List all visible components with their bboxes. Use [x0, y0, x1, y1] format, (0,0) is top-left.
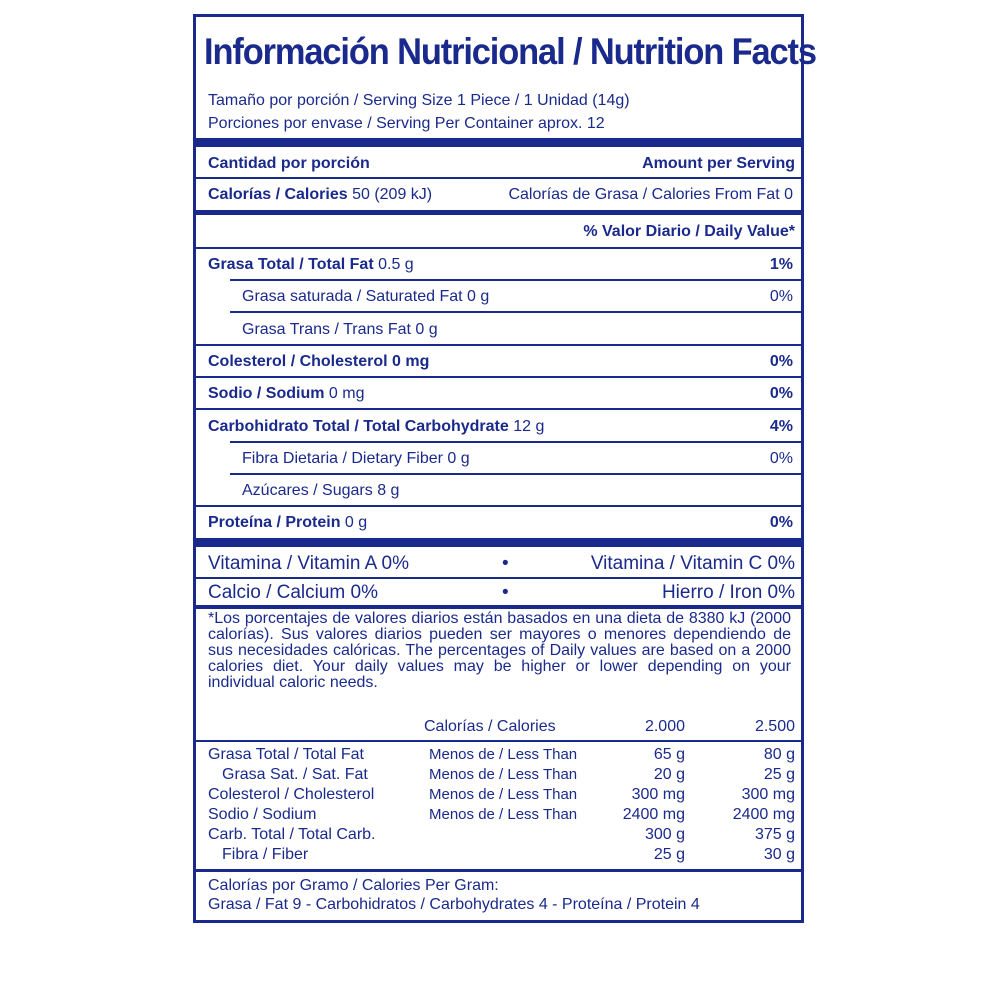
calories-per-gram-values: Grasa / Fat 9 - Carbohidratos / Carbohydrates 4 - Proteína / Protein 4	[208, 896, 700, 913]
ref-row-value-2000: 300 g	[644, 826, 685, 843]
label-title: Información Nutricional / Nutrition Facts	[204, 31, 816, 72]
divider	[196, 577, 801, 579]
nutrient-name: Azúcares / Sugars	[242, 482, 373, 500]
ref-row-value-2500: 2400 mg	[732, 806, 795, 823]
calcium: Calcio / Calcium 0%	[208, 582, 378, 603]
nutrient-label-group	[208, 353, 429, 371]
amount-header-right: Amount per Serving	[642, 155, 795, 172]
divider	[196, 177, 801, 179]
nutrient-amount: 12 g	[513, 417, 545, 435]
ref-row-value-2000: 65 g	[653, 746, 685, 763]
bullet: •	[502, 582, 509, 603]
calories-label: Calorías / Calories	[208, 186, 348, 203]
nutrient-daily-value: 1%	[769, 256, 793, 273]
ref-row-qualifier: Menos de / Less Than	[429, 766, 578, 783]
nutrient-label-group	[242, 482, 399, 500]
nutrient-amount: 0 g	[447, 449, 470, 467]
nutrient-label-group	[208, 385, 364, 403]
ref-row-value-2500: 300 mg	[741, 786, 795, 803]
nutrient-name: Proteína / Protein	[208, 514, 341, 532]
ref-row-label: Fibra / Fiber	[222, 846, 309, 863]
ref-row-value-2500: 30 g	[763, 846, 795, 863]
nutrient-amount: 0.5 g	[378, 256, 414, 273]
vitamin-c: Vitamina / Vitamin C 0%	[590, 553, 795, 574]
nutrient-name: Fibra Dietaria / Dietary Fiber	[242, 449, 443, 467]
nutrient-name: Grasa Total / Total Fat	[208, 256, 374, 273]
bullet: •	[502, 553, 509, 574]
vitamin-a: Vitamina / Vitamin A 0%	[208, 553, 410, 574]
nutrient-daily-value: 0%	[769, 514, 793, 532]
nutrient-daily-value: 0%	[769, 385, 793, 403]
nutrient-daily-value: 0%	[769, 352, 793, 370]
servings-per-container: Porciones por envase / Serving Per Container aprox. 12	[208, 115, 605, 132]
nutrient-daily-value: 0%	[769, 449, 793, 467]
serving-size: Tamaño por porción / Serving Size 1 Piece / 1 Unidad (14g)	[208, 92, 630, 109]
nutrient-name: Grasa Trans / Trans Fat	[242, 320, 411, 338]
divider	[196, 869, 801, 872]
ref-row-qualifier: Menos de / Less Than	[429, 806, 578, 823]
nutrient-row	[196, 507, 801, 539]
ref-row-value-2000: 20 g	[653, 766, 685, 783]
ref-row-label: Colesterol / Cholesterol	[208, 786, 375, 803]
nutrient-daily-value: 0%	[769, 288, 793, 306]
medium-divider	[196, 210, 801, 215]
ref-row-value-2500: 375 g	[754, 826, 795, 843]
nutrient-amount: 0 mg	[328, 385, 365, 403]
nutrient-name: Grasa saturada / Saturated Fat	[242, 288, 463, 306]
calories-per-gram-title: Calorías por Gramo / Calories Per Gram:	[208, 877, 499, 894]
nutrient-row	[196, 314, 801, 346]
ref-row-value-2500: 80 g	[763, 746, 795, 763]
nutrient-name: Sodio / Sodium	[208, 385, 325, 403]
calories-value: 50 (209 kJ)	[352, 186, 433, 203]
nutrient-row	[196, 346, 801, 378]
nutrient-label-group	[208, 256, 414, 274]
nutrient-row	[196, 281, 801, 313]
ref-row-label: Carb. Total / Total Carb.	[208, 826, 376, 843]
ref-row-label: Grasa Sat. / Sat. Fat	[222, 766, 368, 783]
nutrient-name: Carbohidrato Total / Total Carbohydrate	[208, 417, 509, 435]
nutrient-amount: 0 g	[344, 514, 368, 532]
ref-col-2500: 2.500	[754, 718, 795, 735]
nutrient-row	[196, 249, 801, 281]
amount-header-left: Cantidad por porción	[208, 155, 370, 172]
ref-col-2000: 2.000	[644, 718, 685, 735]
divider	[196, 605, 801, 609]
iron: Hierro / Iron 0%	[661, 582, 795, 603]
ref-row-value-2500: 25 g	[763, 766, 795, 783]
nutrient-row	[196, 475, 801, 507]
nutrient-label-group	[242, 321, 438, 339]
ref-row-qualifier: Menos de / Less Than	[429, 746, 578, 763]
ref-row-value-2000: 2400 mg	[622, 806, 685, 823]
nutrient-daily-value: 4%	[769, 417, 793, 435]
nutrient-row	[196, 443, 801, 475]
nutrient-amount: 0 g	[415, 320, 438, 338]
ref-row-label: Sodio / Sodium	[208, 806, 317, 823]
daily-value-footnote: *Los porcentajes de valores diarios están basados en una dieta de 8380 kJ (2000 calorías). Sus valores diarios pueden ser mayores o menores dependiendo de sus necesidades calóricas. The percentages of Daily values are based on a 2000 calories diet. Your daily values may be higher or lower depending on your individual caloric needs.	[208, 610, 791, 691]
ref-row-value-2000: 25 g	[653, 846, 685, 863]
daily-value-header: % Valor Diario / Daily Value*	[583, 223, 795, 240]
nutrient-label-group	[242, 450, 470, 468]
nutrient-name: Colesterol / Cholesterol 0 mg	[208, 352, 430, 370]
nutrient-label-group	[242, 288, 489, 306]
ref-calories-label: Calorías / Calories	[424, 718, 556, 735]
nutrient-label-group	[208, 514, 367, 532]
nutrient-amount: 0 g	[467, 288, 490, 306]
calories-row	[208, 186, 432, 204]
nutrient-row	[196, 411, 801, 443]
nutrient-amount: 8 g	[377, 482, 400, 500]
ref-row-qualifier: Menos de / Less Than	[429, 786, 578, 803]
calories-from-fat: Calorías de Grasa / Calories From Fat 0	[508, 186, 793, 203]
thick-divider-top	[196, 138, 801, 147]
divider	[196, 740, 801, 742]
ref-row-value-2000: 300 mg	[631, 786, 685, 803]
nutrient-row	[196, 378, 801, 410]
nutrition-facts-panel	[193, 14, 816, 923]
nutrient-label-group	[208, 418, 544, 436]
ref-row-label: Grasa Total / Total Fat	[208, 746, 364, 763]
thick-divider-mid	[196, 538, 801, 547]
